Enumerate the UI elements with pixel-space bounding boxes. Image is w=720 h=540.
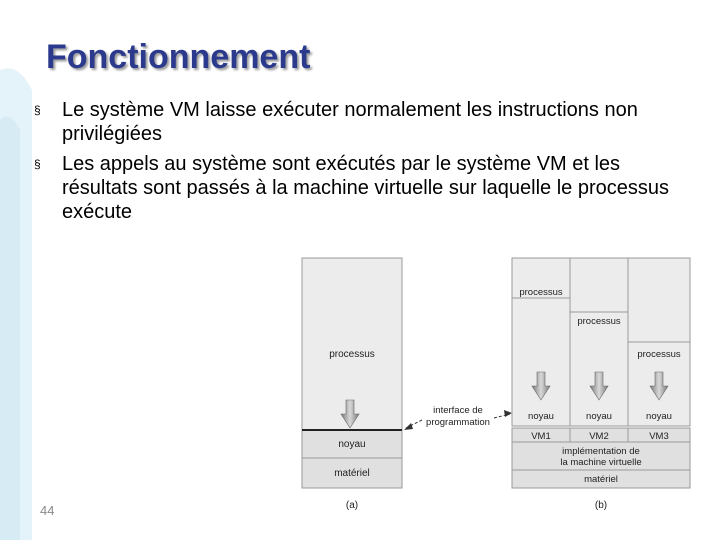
bullet-text: Les appels au système sont exécutés par le système VM et les résultats sont passés à la machine virtuelle sur laquelle le processus exécute [62, 153, 669, 223]
pointer-left-arrow-icon [404, 423, 413, 430]
caption-a: (a) [345, 500, 359, 511]
bullet-marker-icon: § [34, 103, 41, 117]
vm1-kernel-label: noyau [528, 411, 554, 422]
vm3-label: VM3 [649, 431, 669, 442]
bullet-list [34, 98, 694, 230]
bullet-item [34, 152, 694, 224]
diagram-a [302, 258, 402, 511]
vm-diagram [296, 254, 696, 516]
interface-label-line2: programmation [426, 417, 490, 428]
implementation-label-line1: implémentation de [562, 446, 640, 457]
process-label: processus [329, 349, 375, 360]
vm1-process-area [512, 258, 570, 426]
interface-annotation [404, 405, 512, 430]
vm3-kernel-label: noyau [646, 411, 672, 422]
vm2-process-label: processus [577, 316, 621, 327]
vm2-kernel-label: noyau [586, 411, 612, 422]
vm3-process-label: processus [637, 349, 681, 360]
pointer-right-arrow-icon [504, 410, 512, 417]
vm1-label: VM1 [531, 431, 551, 442]
bullet-item [34, 98, 694, 146]
vm2-label: VM2 [589, 431, 609, 442]
caption-b: (b) [594, 500, 608, 511]
bullet-text: Le système VM laisse exécuter normalement les instructions non privilégiées [62, 99, 638, 145]
implementation-label-line2: la machine virtuelle [560, 457, 642, 468]
b-hardware-label: matériel [584, 474, 618, 485]
diagram-b [512, 258, 690, 511]
hardware-label: matériel [334, 468, 370, 479]
interface-label-line1: interface de [433, 405, 483, 416]
slide-title: Fonctionnement [46, 38, 311, 76]
bullet-marker-icon: § [34, 157, 41, 171]
page-number: 44 [40, 503, 55, 518]
kernel-label: noyau [338, 439, 366, 450]
vm2-process-area [570, 258, 628, 426]
vm1-process-label: processus [519, 287, 563, 298]
